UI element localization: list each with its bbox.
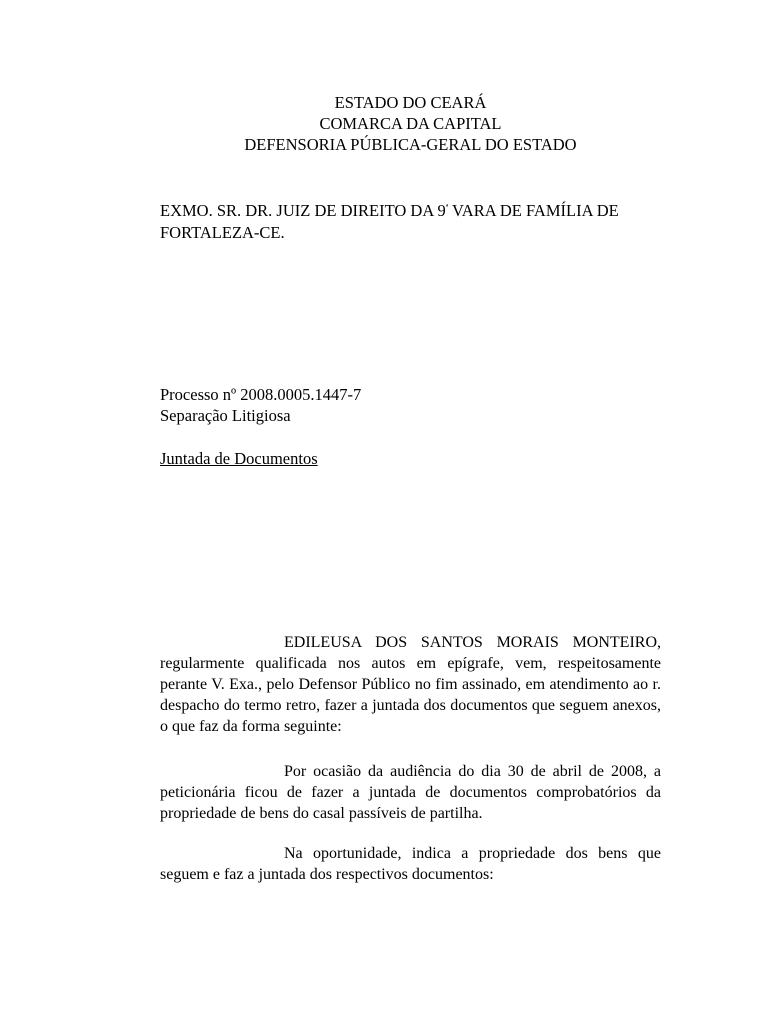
case-number: Processo nº 2008.0005.1447-7 bbox=[160, 385, 362, 404]
header-office: DEFENSORIA PÚBLICA-GERAL DO ESTADO bbox=[244, 135, 577, 154]
paragraph-2 bbox=[160, 761, 661, 824]
case-info bbox=[160, 384, 361, 426]
paragraph-3 bbox=[160, 843, 661, 885]
petitioner-name: EDILEUSA DOS SANTOS MORAIS MONTEIRO, bbox=[284, 634, 661, 651]
paragraph-1 bbox=[160, 632, 661, 737]
paragraph-3-text: Na oportunidade, indica a propriedade dos bens que seguem e faz a juntada dos respectivos documentos: bbox=[160, 845, 661, 883]
addressee bbox=[160, 196, 665, 244]
paragraph-1-body: regularmente qualificada nos autos em epígrafe, vem, respeitosamente perante V. Exa., pelo Defensor Público no fim assinado, em atendimento ao r. despacho do termo retro, fazer a juntada dos documentos que seguem anexos, o que faz da forma seguinte: bbox=[160, 655, 661, 735]
document-subject: Juntada de Documentos bbox=[160, 449, 318, 468]
header-district: COMARCA DA CAPITAL bbox=[319, 114, 502, 133]
addressee-part1: EXMO. SR. DR. JUIZ DE DIREITO DA 9 bbox=[160, 201, 446, 220]
document-header bbox=[0, 92, 768, 155]
header-state: ESTADO DO CEARÁ bbox=[334, 93, 487, 112]
addressee-part2: VARA DE FAMÍLIA DE FORTALEZA-CE. bbox=[160, 201, 619, 242]
addressee-ordinal: ª bbox=[445, 202, 449, 212]
case-type: Separação Litigiosa bbox=[160, 406, 291, 425]
paragraph-2-text: Por ocasião da audiência do dia 30 de abril de 2008, a peticionária ficou de fazer a juntada de documentos comprobatórios da propriedade de bens do casal passíveis de partilha. bbox=[160, 763, 661, 822]
